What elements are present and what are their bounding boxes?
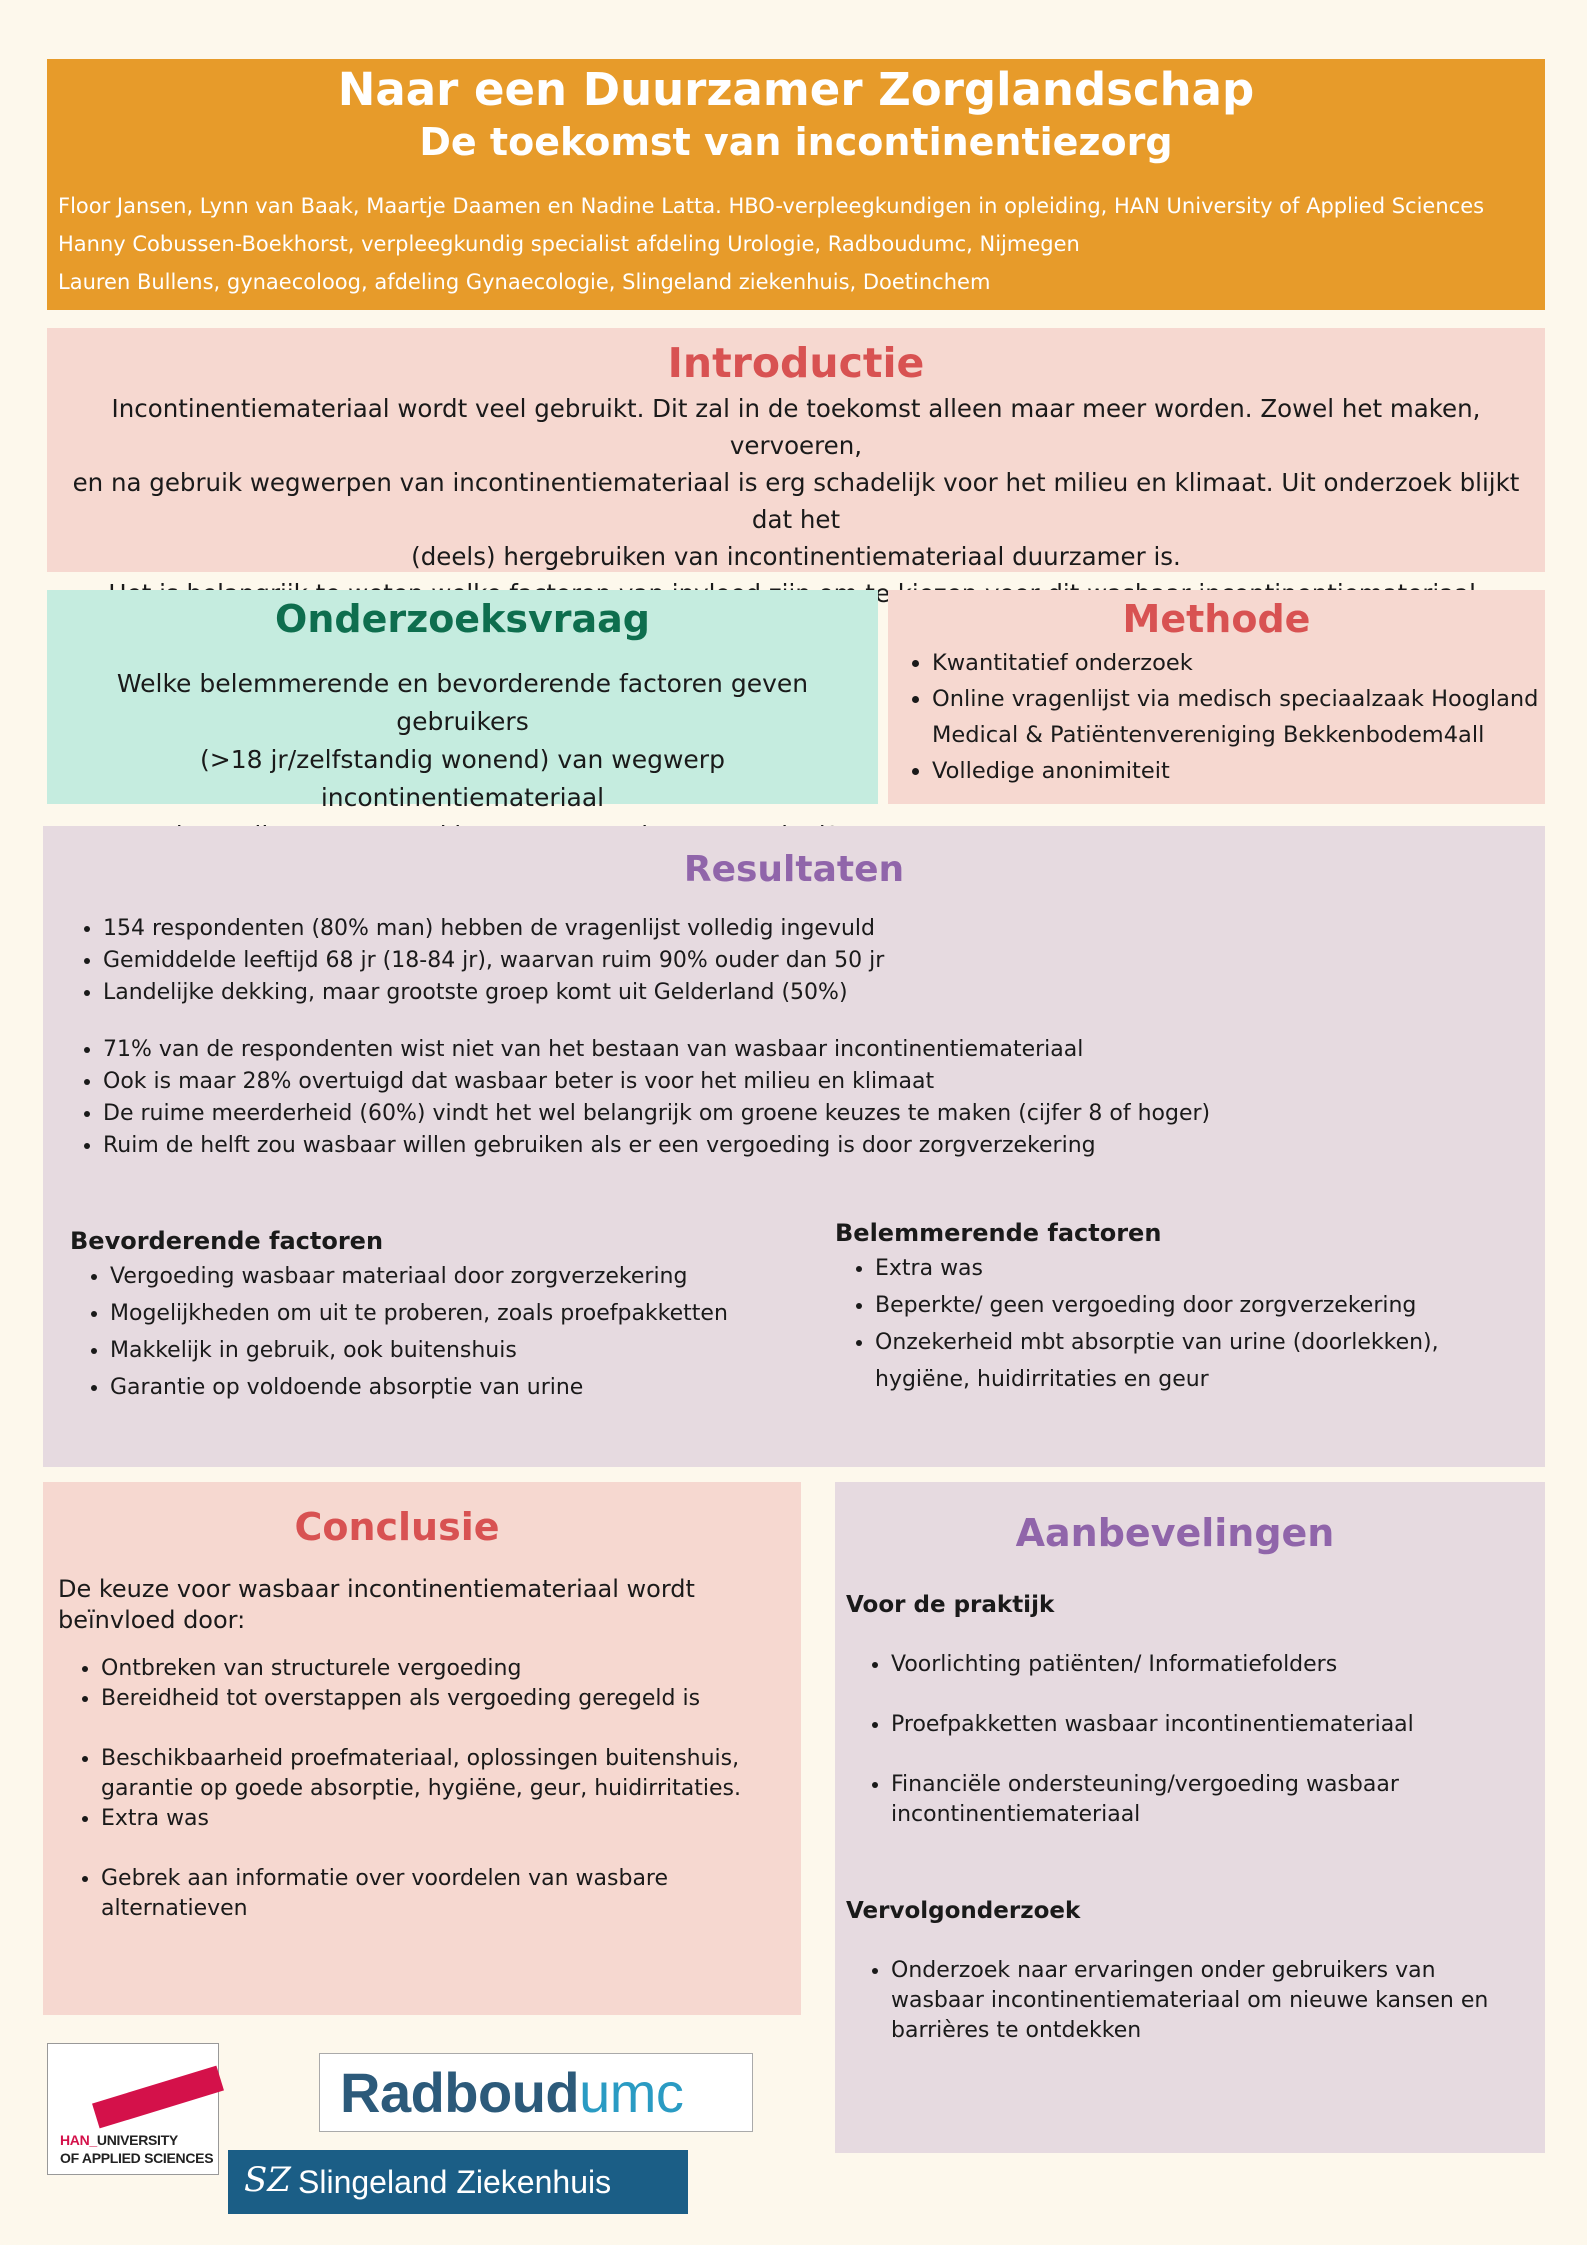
introductie-section [47, 328, 1545, 572]
resultaten-respondenten-list [43, 913, 1545, 1009]
list-item: • Onderzoek naar ervaringen onder gebruikers van wasbaar incontinentiemateriaal om nieuwe kansen en barrières te ontdekken [891, 1956, 1521, 2046]
list-item: • Extra was [875, 1250, 1525, 1287]
onderzoeksvraag-heading: Onderzoeksvraag [275, 597, 650, 641]
list-item: • Makkelijk in gebruik, ook buitenshuis [110, 1332, 770, 1369]
list-item: • Onzekerheid mbt absorptie van urine (doorlekken), hygiëne, huidirritaties en geur [875, 1324, 1525, 1398]
aanbevelingen-section [835, 1482, 1545, 2153]
praktijk-list [835, 1650, 1501, 1830]
vervolgonderzoek-list [835, 1956, 1521, 2046]
list-item: • Voorlichting patiënten/ Informatiefolders [891, 1650, 1501, 1680]
list-item: • Online vragenlijst via medisch speciaalzaak Hoogland Medical & Patiëntenvereniging Bekkenbodem4all [932, 681, 1545, 753]
poster-title: Naar een Duurzamer Zorglandschap [337, 63, 1255, 116]
list-item: • Mogelijkheden om uit te proberen, zoals proefpakketten [110, 1295, 770, 1332]
list-item: • Extra was [101, 1804, 741, 1834]
radboudumc-wordmark: Radboudumc [340, 2061, 684, 2124]
methode-list [888, 645, 1545, 789]
han-logo-line2: OF APPLIED SCIENCES [60, 2150, 214, 2166]
resultaten-section [43, 826, 1545, 1467]
list-item: • Garantie op voldoende absorptie van urine [110, 1369, 770, 1406]
slingeland-wordmark: Slingeland Ziekenhuis [298, 2164, 612, 2200]
list-item: • Gebrek aan informatie over voordelen van wasbare alternatieven [101, 1864, 721, 1924]
conclusie-intro: De keuze voor wasbaar incontinentiemateriaal wordt beïnvloed door: [58, 1575, 695, 1634]
resultaten-heading: Resultaten [683, 849, 905, 890]
list-item: • Kwantitatief onderzoek [932, 645, 1545, 681]
poster-subtitle: De toekomst van incontinentiezorg [419, 120, 1173, 164]
belemmerende-factoren-list [835, 1250, 1525, 1398]
introductie-line: en na gebruik wegwerpen van incontinentiemateriaal is erg schadelijk voor het milieu en klimaat. Uit onderzoek blijkt dat het [72, 468, 1520, 534]
list-item: • Landelijke dekking, maar grootste groep komt uit Gelderland (50%) [103, 977, 1545, 1009]
conclusie-heading: Conclusie [294, 1505, 500, 1549]
aanbevelingen-heading: Aanbevelingen [1015, 1511, 1335, 1555]
author-line: Lauren Bullens, gynaecoloog, afdeling Gynaecologie, Slingeland ziekenhuis, Doetinchem [58, 270, 991, 294]
poster-header [47, 59, 1545, 310]
onderzoeksvraag-section [47, 590, 878, 812]
slingeland-logo [228, 2150, 688, 2214]
list-item: • Bereidheid tot overstappen als vergoeding geregeld is [101, 1684, 801, 1714]
list-item: • Volledige anonimiteit [932, 753, 1545, 789]
slingeland-mark-icon: SZ [244, 2160, 291, 2200]
vervolgonderzoek-heading: Vervolgonderzoek [846, 1898, 1081, 1924]
list-item: • Beschikbaarheid proefmateriaal, oplossingen buitenshuis, garantie op goede absorptie, hygiëne, geur, huidirritaties. [101, 1744, 741, 1804]
list-item: • Gemiddelde leeftijd 68 jr (18-84 jr), waarvan ruim 90% ouder dan 50 jr [103, 945, 1545, 977]
author-line: Floor Jansen, Lynn van Baak, Maartje Daamen en Nadine Latta. HBO-verpleegkundigen in opleiding, HAN University of Applied Sciences [58, 194, 1485, 218]
list-item: • Financiële ondersteuning/vergoeding wasbaar incontinentiemateriaal [891, 1770, 1501, 1830]
list-item: • Ontbreken van structurele vergoeding [101, 1654, 801, 1684]
list-item: • Proefpakketten wasbaar incontinentiemateriaal [891, 1710, 1501, 1740]
conclusie-list-3 [43, 1864, 721, 1924]
list-item: • Ruim de helft zou wasbaar willen gebruiken als er een vergoeding is door zorgverzekering [103, 1130, 1545, 1162]
bevorderende-factoren-list [70, 1258, 770, 1406]
introductie-line: (deels) hergebruiken van incontinentiemateriaal duurzamer is. [411, 542, 1181, 571]
methode-heading: Methode [1122, 597, 1311, 641]
methode-section [888, 590, 1545, 804]
belemmerende-factoren-heading: Belemmerende factoren [835, 1219, 1162, 1247]
list-item: • De ruime meerderheid (60%) vindt het wel belangrijk om groene keuzes te maken (cijfer 8 of hoger) [103, 1098, 1545, 1130]
introductie-heading: Introductie [667, 339, 925, 387]
bevorderende-factoren [70, 1224, 770, 1406]
resultaten-bevindingen-list [43, 1034, 1545, 1162]
conclusie-section [43, 1482, 801, 2015]
conclusie-list-2 [43, 1744, 741, 1834]
author-list [47, 187, 1545, 301]
introductie-line: Incontinentiemateriaal wordt veel gebruikt. Dit zal in de toekomst alleen maar meer worden. Zowel het maken, vervoeren, [111, 394, 1481, 460]
onderzoeksvraag-line: Welke belemmerende en bevorderende factoren geven gebruikers [116, 669, 809, 736]
list-item: • 154 respondenten (80% man) hebben de vragenlijst volledig ingevuld [103, 913, 1545, 945]
han-logo-stroke-icon [92, 2066, 224, 2129]
han-logo [47, 2043, 219, 2175]
onderzoeksvraag-line: (>18 jr/zelfstandig wonend) van wegwerp incontinentiemateriaal [200, 745, 725, 812]
praktijk-heading: Voor de praktijk [846, 1592, 1055, 1618]
bevorderende-factoren-heading: Bevorderende factoren [70, 1227, 384, 1255]
introductie-text [47, 390, 1545, 612]
list-item: • Beperkte/ geen vergoeding door zorgverzekering [875, 1287, 1525, 1324]
han-logo-line1: HAN_UNIVERSITY [60, 2132, 178, 2148]
list-item: • 71% van de respondenten wist niet van het bestaan van wasbaar incontinentiemateriaal [103, 1034, 1545, 1066]
conclusie-list-1 [43, 1654, 801, 1714]
radboudumc-logo [319, 2053, 753, 2132]
author-line: Hanny Cobussen-Boekhorst, verpleegkundig specialist afdeling Urologie, Radboudumc, Nijmegen [58, 232, 1080, 256]
list-item: • Vergoeding wasbaar materiaal door zorgverzekering [110, 1258, 770, 1295]
belemmerende-factoren [835, 1216, 1525, 1398]
list-item: • Ook is maar 28% overtuigd dat wasbaar beter is voor het milieu en klimaat [103, 1066, 1545, 1098]
